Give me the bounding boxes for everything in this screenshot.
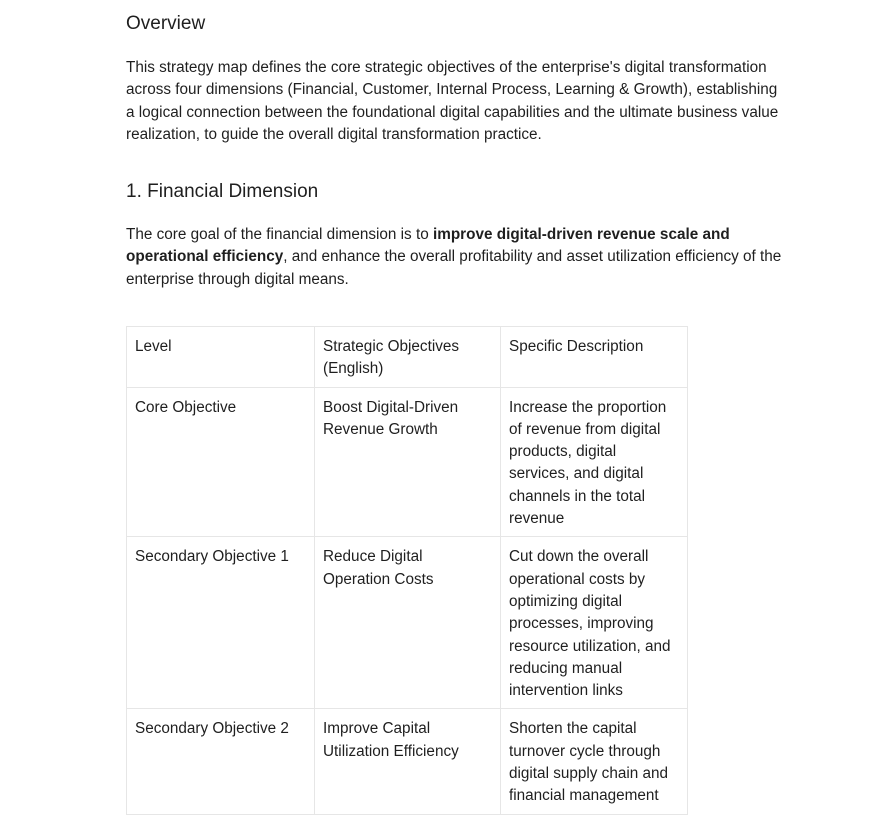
table-row bbox=[127, 709, 688, 814]
table-cell-description: Increase the proportion of revenue from digital products, digital services, and digital channels in the total revenue bbox=[501, 387, 688, 537]
header-specific-description: Specific Description bbox=[501, 327, 688, 388]
table-header-row bbox=[127, 327, 688, 388]
table-cell-description: Shorten the capital turnover cycle through digital supply chain and financial management bbox=[501, 709, 688, 814]
table-cell-level: Secondary Objective 2 bbox=[127, 709, 315, 814]
overview-heading: Overview bbox=[126, 13, 206, 34]
financial-heading: 1. Financial Dimension bbox=[126, 181, 319, 202]
financial-intro-emphasis: improve digital-driven revenue scale and operational efficiency bbox=[126, 226, 730, 266]
header-strategic-objectives: Strategic Objectives (English) bbox=[315, 327, 501, 388]
table-cell-level: Secondary Objective 1 bbox=[127, 537, 315, 709]
header-level: Level bbox=[127, 327, 315, 388]
table-row bbox=[127, 387, 688, 537]
table-cell-objective: Boost Digital-Driven Revenue Growth bbox=[315, 387, 501, 537]
table-row bbox=[127, 537, 688, 709]
financial-intro bbox=[126, 224, 786, 291]
financial-intro-start: The core goal of the financial dimension is to bbox=[126, 226, 433, 243]
financial-objectives-table bbox=[126, 326, 688, 815]
table-cell-level: Core Objective bbox=[127, 387, 315, 537]
table-cell-description: Cut down the overall operational costs by optimizing digital processes, improving resource utilization, and reducing manual intervention links bbox=[501, 537, 688, 709]
financial-intro-end: , and enhance the overall profitability and asset utilization efficiency of the enterprise through digital means. bbox=[126, 248, 782, 288]
overview-paragraph: This strategy map defines the core strategic objectives of the enterprise's digital transformation across four dimensions (Financial, Customer, Internal Process, Learning & Growth), establishing a logical connection between the foundational digital capabilities and the ultimate business value realization, to guide the overall digital transformation practice. bbox=[126, 59, 779, 143]
table-cell-objective: Improve Capital Utilization Efficiency bbox=[315, 709, 501, 814]
table-cell-objective: Reduce Digital Operation Costs bbox=[315, 537, 501, 709]
